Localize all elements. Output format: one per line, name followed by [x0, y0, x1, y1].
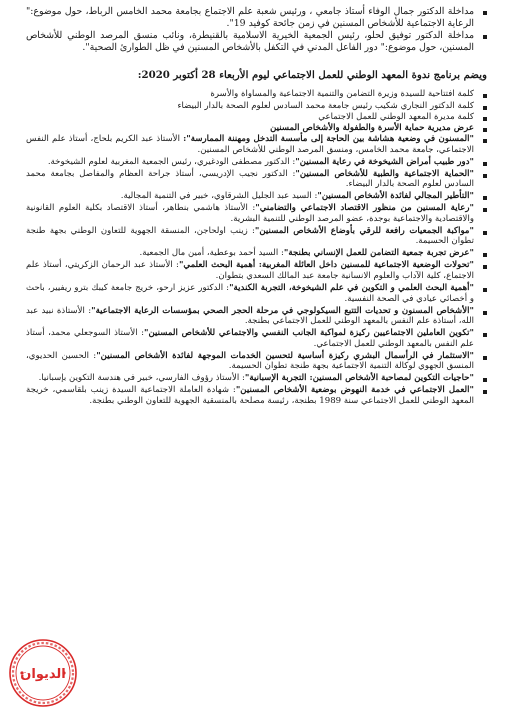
program-item-text: : الدكتور عزيز ارحو، خريج جامعة كيبك بترو ريفيير، باحث و أخصائي عيادي في الصحة النفسية. [26, 282, 474, 304]
program-item-text: : الدكتور مصطفى الودغيري، رئيس الجمعية المغربية لعلوم الشيخوخة. [47, 156, 296, 167]
program-item [26, 306, 487, 327]
program-item [26, 123, 487, 134]
program-item-title: "العمل الاجتماعي في خدمة النهوض بوضعية الأشخاص المسنين" [235, 385, 475, 396]
program-item-title: "تكوين العاملين الاجتماعيين ركيزة لمواكبة الجانب النفسي والاجتماعي للأشخاص المسنين" [144, 328, 474, 339]
program-item-text: كلمة افتتاحية للسيدة وزيرة التضامن والتنمية الاجتماعية والمساواة والأسرة [210, 89, 474, 100]
bullet-icon [483, 11, 487, 15]
program-item-text: : الأستاذة نبيد عبد الله، أستاذة علم النفس بالمعهد الوطني للعمل الاجتماعي بطنجة. [26, 305, 474, 327]
program-item-title: "الاستثمار في الرأسمال البشري ركيزة أساسية لتحسين الخدمات الموجهة لفائدة الأشخاص المسنين" [96, 350, 474, 361]
bullet-icon [483, 231, 487, 235]
program-item-title: "عرض تجربة جمعية التضامن للعمل الإنساني بطنجة" [283, 248, 474, 259]
bullet-icon [483, 333, 487, 337]
bullet-icon [483, 196, 487, 200]
bullet-icon [483, 390, 487, 394]
program-item-title: "الحماية الاجتماعية والطبية للأشخاص المسنين" [295, 168, 474, 179]
bullet-icon [483, 356, 487, 360]
program-item-title: "رعاية المسنين من منظور الاقتصاد الاجتماعي والتضامني" [255, 203, 474, 214]
program-item [26, 157, 487, 168]
program-item-title: "مواكبة الجمعيات رافعة للرقي بأوضاع الأشخاص المسنين" [254, 225, 474, 236]
program-item-text: كلمة الدكتور النجاري شكيب رئيس جامعة محمد السادس لعلوم الصحة بالدار البيضاء [177, 100, 474, 111]
program-item [26, 134, 487, 155]
program-item [26, 169, 487, 190]
program-item-text: : شهادة العاملة الاجتماعية السيدة زينب بلقاسمي، خريجة المعهد الوطني للعمل الاجتماعي سنة 1989 بطنجة، رئيسة مصلحة بالمنسقية الجهوية للتعاون الوطني بطنجة. [26, 385, 474, 406]
bullet-icon [483, 106, 487, 110]
bullet-icon [483, 128, 487, 132]
program-list [26, 89, 487, 406]
program-item-title: "المسنون في وضعية هشاشة بين الحاجة إلى مأسسة التدخل ومهننة الممارسة": [183, 134, 474, 145]
program-item [26, 203, 487, 224]
program-item [26, 351, 487, 372]
program-item-title: "حاجيات التكوين لمصاحبة الأشخاص المسنين: التجربة الإسبانية" [244, 373, 474, 384]
bullet-icon [483, 378, 487, 382]
program-item-text: : الحسين الحديوي، المنسق الجهوي لوكالة التنمية الاجتماعية بجهة طنجة تطوان الحسيمة. [26, 350, 474, 372]
program-item [26, 112, 487, 123]
program-item-title: عرض مديرية حماية الأسرة والطفولة والأشخاص المسنين [270, 122, 474, 133]
bullet-icon [483, 311, 487, 315]
program-item-text: : زينب اولحاجن، المنسقة الجهوية للتعاون الوطني بجهة طنجة تطوان الحسيمة. [26, 225, 474, 247]
stamp-seal [8, 638, 78, 708]
program-item [26, 328, 487, 349]
bullet-icon [483, 288, 487, 292]
bullet-icon [483, 253, 487, 257]
bullet-icon [483, 174, 487, 178]
program-item-text: : السيد أحمد بوعطية، أمين مال الجمعية. [139, 248, 284, 259]
program-item-title: "الأشخاص المسنون و تحديات التتبع السيكولوجي في مرحلة الحجر الصحي بمؤسسات الرعاية الاجتماعية" [91, 305, 474, 316]
bullet-icon [483, 208, 487, 212]
bullet-icon [483, 265, 487, 269]
program-item-title: "أهمية البحث العلمي و التكوين في علم الشيخوخة، التجربة الكندية" [229, 282, 474, 293]
program-item-title: "تحولات الوضعية الاجتماعية للمسنين داخل العائلة المغربية: أهمية البحث العلمي" [178, 260, 474, 271]
bullet-icon [483, 117, 487, 121]
program-item-title: "التأطير المجالي لفائدة الأشخاص المسنين" [317, 191, 474, 202]
program-item-text: كلمة مديرة المعهد الوطني للعمل الاجتماعي [318, 111, 474, 122]
program-item-text: : الأستاذ السوجعلي محمد، أستاذ علم النفس بالمعهد الوطني للعمل الاجتماعي. [26, 328, 474, 349]
program-item [26, 191, 487, 202]
program-item [26, 248, 487, 259]
program-item-text: : الأستاذ هاشمي بنطاهر، أستاذ الاقتصاد بكلية العلوم القانونية والاقتصادية والاجتماعية بوجدة، عضو المرصد الوطني للتنمية البشرية. [26, 203, 474, 224]
program-item [26, 89, 487, 100]
program-item [26, 101, 487, 112]
program-heading: ويضم برنامج ندوة المعهد الوطني للعمل الاجتماعي ليوم الأربعاء 28 أكتوبر 2020: [137, 69, 487, 82]
intro-item [26, 30, 487, 53]
program-item-text: : السيد عبد الجليل الشرقاوي، خبير في التنمية المجالية. [120, 191, 318, 202]
program-item [26, 260, 487, 281]
program-item [26, 373, 487, 384]
intro-item-text: مداخلة الدكتور توفيق لحلو، رئيس الجمعية الخيرية الاسلامية بالقنيطرة، ونائب منسق المرصد الوطني للأشخاص المسنين، حول موضوع:" دور الفاعل المدني في التكفل بالأشخاص المسنين في ظل الطوارئ الصحية". [26, 30, 474, 53]
program-item [26, 226, 487, 247]
program-item-title: "دور طبيب أمراض الشيخوخة في رعاية المسنين" [295, 156, 474, 167]
program-item [26, 385, 487, 406]
program-item-text: : الدكتور نجيب الإدريسي، أستاذ جراحة العظام والمفاصل بجامعة محمد السادس لعلوم الصحة بالدار البيضاء. [26, 168, 474, 190]
bullet-icon [483, 94, 487, 98]
program-item-text: الأستاذ عبد الكريم بلحاج، أستاذ علم النفس الاجتماعي، جامعة محمد الخامس، ومنسق المرصد الوطني للأشخاص المسنين. [26, 134, 474, 155]
bullet-icon [483, 35, 487, 39]
program-item-text: : الأستاذ عبد الرحمان الزكريتي، أستاذ علم الاجتماع، كلية الآداب والعلوم الانسانية جامعة عبد المالك السعدي بتطوان. [26, 260, 474, 281]
program-item-text: : الأستاذ رؤوف الفارسي، خبير في هندسة التكوين بإسبانيا. [38, 373, 245, 384]
intro-item-text: مداخلة الدكتور جمال الوفاء أستاذ جامعي ، ورئيس شعبة علم الاجتماع بجامعة محمد الخامس الرباط، حول موضوع:" الرعاية الاجتماعية للأشخاص المسنين في زمن جائحة كوفيد 19". [26, 6, 474, 29]
intro-item [26, 6, 487, 29]
stamp-label: الديوان [20, 667, 66, 682]
bullet-icon [483, 139, 487, 143]
bullet-icon [483, 162, 487, 166]
intro-list [26, 6, 487, 53]
program-item [26, 283, 487, 304]
